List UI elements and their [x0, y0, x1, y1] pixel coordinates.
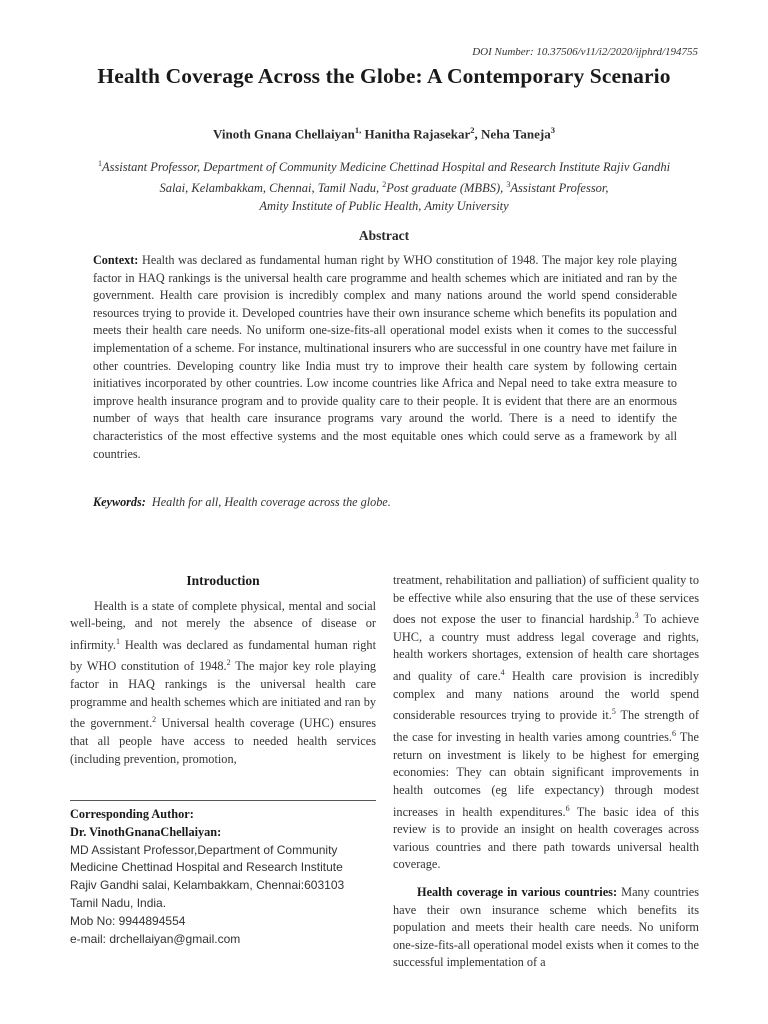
- affil-sup: 2: [382, 180, 387, 190]
- corresponding-label: Corresponding Author:: [70, 807, 194, 821]
- context-label: Context:: [93, 253, 139, 267]
- corresponding-line: Tamil Nadu, India.: [70, 895, 167, 910]
- affil-sup: 1: [97, 159, 102, 168]
- affil-line: Amity Institute of Public Health, Amity University: [259, 199, 509, 214]
- paper-title: Health Coverage Across the Globe: A Contemporary Scenario: [97, 64, 671, 88]
- mobile-number: Mob No: 9944894554: [70, 913, 186, 928]
- text-segment: The strength of the case for investing in health varies among countries.: [393, 708, 699, 745]
- introduction-paragraph: [70, 598, 376, 769]
- citation-ref: 1: [116, 636, 120, 646]
- text-segment: The major key role playing factor in HAQ rankings is the universal health care programme and health schemes which are initiated and ran by the government.: [70, 659, 376, 731]
- affil-line: Assistant Professor, Department of Community Medicine Chettinad Hospital and Research Institute Rajiv Gandhi: [101, 160, 671, 175]
- doi-number: DOI Number: 10.37506/v11/i2/2020/ijphrd/194755: [472, 46, 698, 58]
- text-segment: Health was declared as fundamental human right by WHO constitution of 1948.: [70, 637, 376, 674]
- keywords-label: Keywords:: [93, 495, 146, 509]
- affil-sup: 3: [506, 180, 511, 190]
- author-name: Neha Taneja: [481, 126, 551, 142]
- introduction-heading: Introduction: [186, 573, 260, 588]
- citation-ref: 2: [152, 715, 157, 725]
- affil-text: Assistant Professor,: [510, 181, 609, 196]
- abstract-heading: Abstract: [358, 228, 410, 243]
- citation-ref: 3: [634, 611, 639, 621]
- text-segment: Health is a state of complete physical, mental and social well-being, and not merely the absence of disease or infirmity.: [70, 598, 376, 652]
- text-segment: The return on investment is likely to be highest for emerging economies: They can obtain significant improvements in health outcomes (eg life expectancy) through modest increases in health expenditures.: [393, 730, 699, 819]
- author-sup: 3: [550, 125, 555, 135]
- text-segment: Many countries have their own insurance scheme which benefits its population and meets their health care needs. No uniform one-size-fits-all operational model exists when it comes to the successful implementation of a: [393, 884, 699, 970]
- author-name: Vinoth Gnana Chellaiyan: [213, 126, 355, 142]
- author-name: Hanitha Rajasekar: [364, 126, 471, 142]
- text-segment: The basic idea of this review is to provide an insight on health coverages across various countries and there path towards universal health coverage.: [393, 804, 699, 872]
- abstract-body: [93, 252, 677, 463]
- corresponding-line: MD Assistant Professor,Department of Community: [70, 842, 338, 857]
- corresponding-author: [70, 806, 380, 948]
- section-label: Health coverage in various countries:: [417, 884, 618, 899]
- affil-line: Salai, Kelambakkam, Chennai, Tamil Nadu,: [159, 181, 380, 196]
- text-segment: To achieve UHC, a country must address legal coverage and rights, health workers shortages, extension of health care shortages and quality of care.: [393, 612, 699, 684]
- author-list: Vinoth Gnana Chellaiyan$^{1,}$ Hanitha Rajasekar$^2$, Neha Taneja$^3$: [213, 125, 555, 142]
- corresponding-line: Rajiv Gandhi salai, Kelambakkam, Chennai:603103: [70, 878, 345, 893]
- keywords: [93, 495, 677, 510]
- citation-ref: 2: [226, 658, 231, 668]
- text-segment: Health care provision is incredibly complex and many nations around the world spend considerable resources trying to provide it.: [393, 669, 699, 723]
- citation-ref: 4: [500, 668, 505, 678]
- text-segment: treatment, rehabilitation and palliation) of sufficient quality to be effective while also ensuring that the use of these services does not expose the user to financial hardship.: [393, 573, 699, 627]
- footnote-divider: [70, 800, 376, 801]
- keywords-text: Health for all, Health coverage across the globe.: [151, 495, 391, 509]
- continued-paragraph: [393, 572, 699, 874]
- affiliations: [70, 155, 698, 215]
- abstract-text: Health was declared as fundamental human right by WHO constitution of 1948. The major key role playing factor in HAQ rankings is the universal health care programme and health schemes which are initiated and ran by the government. Health care provision is incredibly complex and many nations around the world spend considerable resources trying to provide it. Developed countries have their own insurance scheme which benefits its population and meets their health care needs. No uniform one-size-fits-all operational model exists when it comes to the successful implementation of a scheme. For instance, multinational insurers who are successful in one country have met failure in other countries. Developing country like India must try to improve their health care system by following certain initiatives incorporated by other countries. Low income countries like Africa and Nepal need to take extra measure to improve health insurance program and to provide quality care to their people. It is evident that there are an enormous number of ways that health care insurance programs vary around the world. There is a need to identify the characteristics of the most effective systems and the most equitable ones which could serve as a framework by all countries.: [93, 253, 678, 461]
- right-column: [393, 572, 699, 972]
- affil-text: Post graduate (MBBS),: [386, 181, 504, 196]
- author-sup: 2: [470, 125, 475, 135]
- health-coverage-paragraph: [393, 884, 699, 972]
- author-sup: 1,: [354, 125, 362, 135]
- email-address: e-mail: drchellaiyan@gmail.com: [70, 931, 241, 946]
- citation-ref: 6: [671, 729, 676, 739]
- citation-ref: 6: [565, 803, 570, 813]
- text-segment: Universal health coverage (UHC) ensures that all people have access to needed health services (including prevention, promotion,: [70, 716, 376, 766]
- citation-ref: 5: [611, 707, 616, 717]
- corresponding-name: Dr. VinothGnanaChellaiyan:: [70, 824, 222, 839]
- corresponding-line: Medicine Chettinad Hospital and Research Institute: [70, 860, 343, 875]
- introduction-section: [70, 572, 376, 768]
